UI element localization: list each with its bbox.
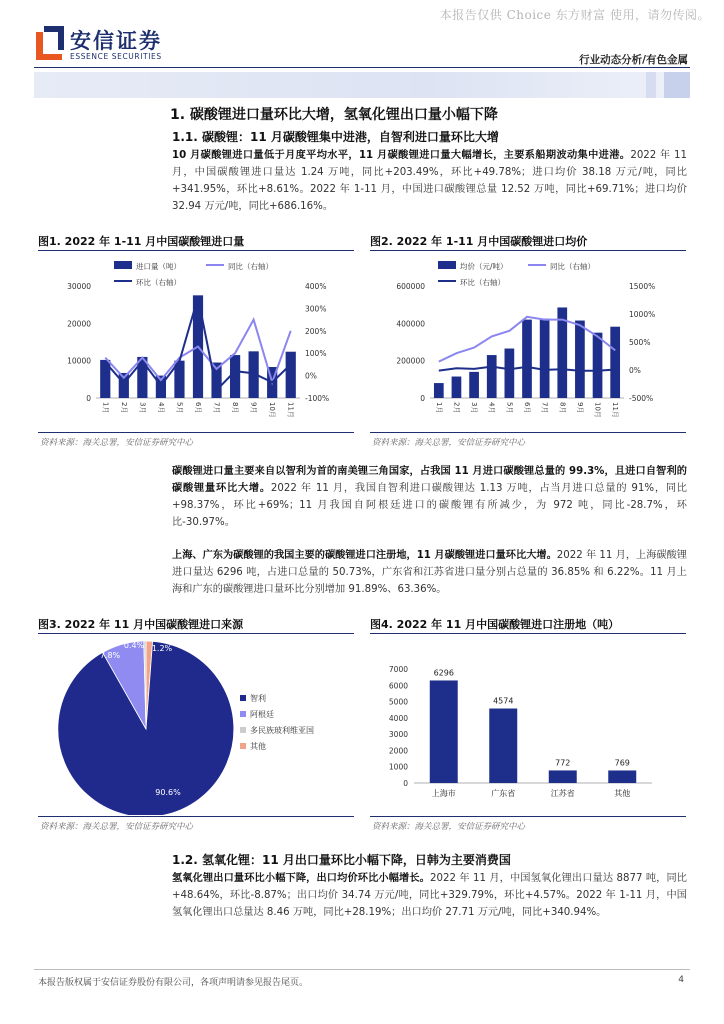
x-tick-label: 11月 <box>611 402 620 418</box>
bar <box>610 327 620 398</box>
figure-1-bottom-rule <box>38 432 354 433</box>
figure-2-bottom-rule <box>370 432 686 433</box>
y-tick-label: 1000 <box>388 762 408 772</box>
bar <box>540 319 550 398</box>
y-tick-label: 400000 <box>396 319 425 329</box>
bar <box>489 709 517 783</box>
x-tick-label: 6月 <box>194 402 202 414</box>
bar <box>505 349 515 398</box>
report-type: 行业动态分析/有色金属 <box>579 54 688 66</box>
figure-1-source: 资料来源：海关总署，安信证券研究中心 <box>40 438 194 448</box>
y2-tick-label: 500% <box>629 338 651 347</box>
subsection-title-2: 1.2. 氢氧化锂：11 月出口量环比小幅下降，日韩为主要消费国 <box>172 853 511 867</box>
paragraph-1-body: 2022 年 11 月，中国碳酸锂进口量达 1.24 万吨，同比+203.49%，环比+49.78%；进口均价 38.18 万元/吨，同比+341.95%，环比+8.61%。2022 年 1-11 月，中国进口碳酸锂总量 12.52 万吨，同比+69.71%；进口均价 32.94 万元/吨，同比+686.16%。 <box>172 150 687 212</box>
bar <box>575 321 585 398</box>
x-tick-label: 7月 <box>212 402 221 414</box>
y2-tick-label: 300% <box>305 304 327 314</box>
footer-disclaimer: 本报告版权属于安信证券股份有限公司，各项声明请参见报告尾页。 <box>38 978 309 988</box>
y-tick-label: 6000 <box>388 681 408 691</box>
legend-label-0: 进口量（吨） <box>136 262 181 271</box>
y2-tick-label: 1500% <box>629 282 656 291</box>
paragraph-1-lead: 10 月碳酸锂进口量低于月度平均水平，11 月碳酸锂进口量大幅增长，主要系船期波动集中进港。 <box>172 150 631 161</box>
legend-swatch <box>240 711 246 717</box>
figure-3-title: 图3. 2022 年 11 月中国碳酸锂进口来源 <box>38 618 244 631</box>
paragraph-3-body: 2022 年 11 月，上海碳酸锂进口量达 6296 吨，占进口总量的 50.73%，广东省和江苏省进口量分别占总量的 36.85% 和 6.22%。11 月上海和广东的碳酸锂进口量环比分别增加 91.89%、63.36%。 <box>172 550 687 595</box>
x-tick-label: 8月 <box>558 402 567 414</box>
x-tick-label: 3月 <box>470 402 479 414</box>
y-tick-label: 5000 <box>388 697 408 707</box>
y-tick-label: 200000 <box>396 356 425 366</box>
bar <box>469 372 479 398</box>
pie-value-label: 1.2% <box>151 644 173 653</box>
y-tick-label: 600000 <box>396 282 425 291</box>
legend-swatch <box>240 727 246 733</box>
legend-label-0: 均价（元/吨） <box>460 262 508 271</box>
y-tick-label: 0 <box>86 394 91 403</box>
pie-value-label: 7.8% <box>99 651 121 660</box>
y-tick-label: 30000 <box>67 282 91 291</box>
bar <box>608 770 636 783</box>
legend-swatch <box>240 695 246 701</box>
bar <box>286 352 296 398</box>
legend-label: 阿根廷 <box>250 710 274 719</box>
x-tick-label: 其他 <box>614 789 631 798</box>
figure-4-bottom-rule <box>370 816 686 817</box>
bar <box>593 333 603 398</box>
x-tick-label: 3月 <box>138 402 147 414</box>
paragraph-3 <box>172 547 687 598</box>
figure-3-chart <box>38 635 358 815</box>
data-label: 772 <box>555 758 571 768</box>
y-tick-label: 4000 <box>388 713 408 723</box>
x-tick-label: 江苏省 <box>550 789 575 798</box>
y2-tick-label: 0% <box>629 366 641 375</box>
legend-swatch-0 <box>438 261 456 269</box>
y2-tick-label: 0% <box>305 371 317 381</box>
x-tick-label: 上海市 <box>431 789 456 798</box>
figure-4-rule <box>370 633 686 634</box>
x-tick-label: 7月 <box>540 402 549 414</box>
y-tick-label: 10000 <box>67 356 91 366</box>
page-number: 4 <box>678 975 684 985</box>
subsection-title-1: 1.1. 碳酸锂：11 月碳酸锂集中进港，自智利进口量环比大增 <box>172 130 499 144</box>
data-label: 6296 <box>433 668 454 678</box>
figure-2-source: 资料来源：海关总署，安信证券研究中心 <box>372 438 526 448</box>
legend-label: 多民族玻利维亚国 <box>250 726 314 735</box>
x-tick-label: 9月 <box>575 402 584 414</box>
bar <box>549 770 577 783</box>
figure-1-chart <box>38 252 358 432</box>
x-tick-label: 10月 <box>593 402 602 418</box>
legend-label-2: 环比（右轴） <box>460 278 505 287</box>
data-label: 769 <box>614 758 630 768</box>
paragraph-4 <box>172 870 687 921</box>
x-tick-label: 6月 <box>523 402 531 414</box>
legend-label: 其他 <box>250 742 266 751</box>
x-tick-label: 2月 <box>452 402 461 414</box>
y-tick-label: 2000 <box>388 746 408 756</box>
watermark: 本报告仅供 Choice 东方财富 使用，请勿传阅。 <box>439 8 710 22</box>
x-tick-label: 4月 <box>156 402 165 414</box>
figure-2-chart <box>370 252 690 432</box>
figure-3-bottom-rule <box>38 816 354 817</box>
section-title: 1. 碳酸锂进口量环比大增，氢氧化锂出口量小幅下降 <box>170 107 498 123</box>
header-band <box>34 72 690 98</box>
y2-tick-label: -500% <box>629 394 654 403</box>
x-tick-label: 广东省 <box>491 789 516 798</box>
bar <box>452 377 462 398</box>
figure-4-source: 资料来源：海关总署，安信证券研究中心 <box>372 822 526 832</box>
bar <box>487 355 497 398</box>
pie-value-label: 0.4% <box>123 641 145 650</box>
legend-label-1: 同比（右轴） <box>228 262 273 271</box>
bar <box>522 320 532 398</box>
paragraph-2-body: 2022 年 11 月，我国自智利进口碳酸锂达 1.13 万吨，占当月进口总量的 91%，同比+98.37%，环比+69%；11 月我国自阿根廷进口的碳酸锂有所减少，为 972 吨，同比-28.7%，环比-30.97%。 <box>172 483 687 528</box>
figure-1-rule <box>38 250 354 251</box>
data-label: 4574 <box>493 696 514 706</box>
y-tick-label: 0 <box>420 394 425 403</box>
legend-swatch-0 <box>114 261 132 269</box>
y2-tick-label: 100% <box>305 349 327 359</box>
figure-3-rule <box>38 633 354 634</box>
x-tick-label: 10月 <box>268 402 277 418</box>
paragraph-2-lead: 碳酸锂进口量主要来自以智利为首的南美锂三角国家，占我国 11 月进口碳酸锂总量的 99.3%，且进口自智利的碳酸锂量环比大增。 <box>172 466 687 494</box>
paragraph-4-body: 2022 年 11 月，中国氢氧化锂出口量达 8877 吨，同比+48.64%，环比-8.87%；出口均价 34.74 万元/吨，同比+329.79%，环比+4.57%。2022 年 1-11 月，中国氢氧化锂出口总量达 8.46 万吨，同比+28.19%；出口均价 27.71 万元/吨，同比+340.94%。 <box>172 873 687 918</box>
y2-tick-label: 1000% <box>629 310 656 319</box>
y-tick-label: 0 <box>403 779 408 788</box>
x-tick-label: 5月 <box>175 402 184 414</box>
x-tick-label: 1月 <box>101 402 110 414</box>
paragraph-2 <box>172 463 687 531</box>
paragraph-4-lead: 氢氧化锂出口量环比小幅下降，出口均价环比小幅增长。 <box>172 873 431 884</box>
company-name-cn: 安信证券 <box>70 29 162 53</box>
x-tick-label: 5月 <box>505 402 514 414</box>
figure-2-rule <box>370 250 686 251</box>
x-tick-label: 1月 <box>434 402 443 414</box>
figure-1-title: 图1. 2022 年 1-11 月中国碳酸锂进口量 <box>38 235 245 248</box>
y2-tick-label: -100% <box>305 394 330 403</box>
figure-4-title: 图4. 2022 年 11 月中国碳酸锂进口注册地（吨） <box>370 618 620 631</box>
figure-3-source: 资料来源：海关总署，安信证券研究中心 <box>40 822 194 832</box>
y-tick-label: 7000 <box>388 665 408 674</box>
x-tick-label: 4月 <box>487 402 496 414</box>
figure-2-title: 图2. 2022 年 1-11 月中国碳酸锂进口均价 <box>370 235 588 248</box>
x-tick-label: 9月 <box>249 402 258 414</box>
x-tick-label: 2月 <box>119 402 128 414</box>
company-name-en: ESSENCE SECURITIES <box>70 52 162 61</box>
y-tick-label: 3000 <box>388 730 408 740</box>
pie-value-label: 90.6% <box>155 788 181 797</box>
x-tick-label: 8月 <box>231 402 240 414</box>
bar <box>430 680 458 783</box>
x-tick-label: 11月 <box>286 402 295 418</box>
legend-label: 智利 <box>250 694 266 703</box>
y2-tick-label: 400% <box>305 282 327 291</box>
legend-swatch <box>240 743 246 749</box>
legend-label-1: 同比（右轴） <box>550 262 595 271</box>
y-tick-label: 20000 <box>67 319 91 329</box>
bar <box>434 383 444 398</box>
header-divider <box>34 67 690 68</box>
figure-4-chart <box>370 635 690 815</box>
bar <box>230 355 240 398</box>
paragraph-1 <box>172 147 687 215</box>
footer-divider <box>34 969 690 970</box>
y2-tick-label: 200% <box>305 326 327 336</box>
legend-label-2: 环比（右轴） <box>136 278 181 287</box>
paragraph-3-lead: 上海、广东为碳酸锂的我国主要的碳酸锂进口注册地，11 月碳酸锂进口量环比大增。 <box>172 550 557 561</box>
